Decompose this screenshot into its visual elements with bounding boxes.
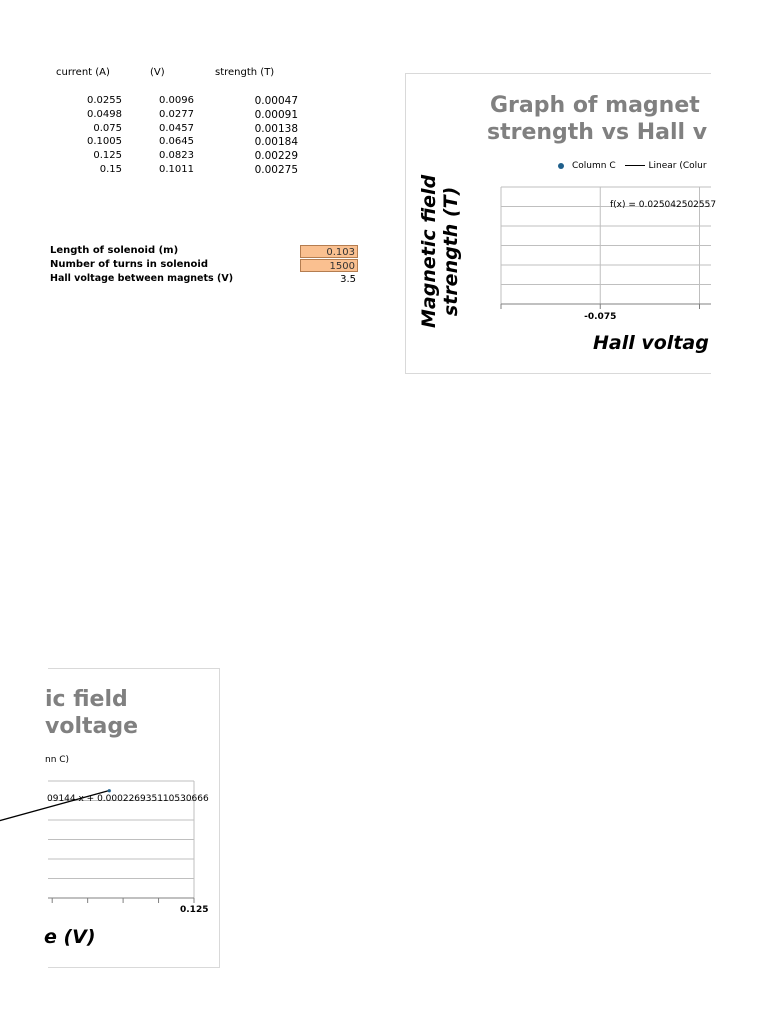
trendline-equation-continued: 09144 x + 0.000226935110530666 — [47, 794, 209, 804]
ylabel-line2: strength (T) — [440, 186, 462, 317]
header-current: current (A) — [56, 67, 110, 78]
table-cell-strength[interactable]: 0.00275 — [254, 164, 298, 176]
trendline-equation: f(x) = 0.025042502557 — [610, 200, 717, 210]
chart-panel-continued[interactable] — [44, 668, 220, 968]
chart-plot-svg-continued — [48, 669, 219, 967]
table-cell-voltage[interactable]: 0.0823 — [159, 150, 194, 162]
legend-label-column-c: Column C — [572, 161, 616, 171]
data-point — [108, 789, 111, 792]
table-cell-voltage[interactable]: 0.0645 — [159, 136, 194, 148]
x-tick-label-0-125: 0.125 — [180, 905, 209, 915]
table-cell-voltage[interactable]: 0.1011 — [159, 164, 194, 175]
legend-label-linear: Linear (Colur — [648, 161, 707, 171]
table-cell-voltage[interactable]: 0.0096 — [159, 95, 194, 106]
table-cell-current[interactable]: 0.0498 — [87, 108, 122, 120]
chart-legend-continued: nn C) — [45, 755, 70, 765]
table-cell-current[interactable]: 0.075 — [93, 122, 122, 134]
table-cell-strength[interactable]: 0.00184 — [254, 136, 298, 149]
table-cell-current[interactable]: 0.15 — [99, 164, 122, 175]
chart-title-line1: Graph of magnet — [490, 93, 700, 118]
param-value-length[interactable]: 0.103 — [300, 245, 358, 258]
header-strength: strength (T) — [215, 67, 275, 78]
table-cell-current[interactable]: 0.125 — [93, 150, 122, 162]
param-label-turns: Number of turns in solenoid — [50, 259, 208, 270]
chart-xlabel: Hall voltag — [593, 332, 709, 354]
param-label-length: Length of solenoid (m) — [50, 245, 179, 256]
chart-panel[interactable] — [405, 73, 717, 374]
param-value-turns[interactable]: 1500 — [300, 259, 358, 272]
table-cell-voltage[interactable]: 0.0277 — [159, 108, 194, 120]
table-cell-strength[interactable]: 0.00091 — [254, 108, 298, 121]
param-value-hall[interactable]: 3.5 — [340, 274, 356, 285]
table-cell-strength[interactable]: 0.00047 — [254, 95, 298, 107]
table-cell-current[interactable]: 0.1005 — [87, 136, 122, 148]
table-cell-current[interactable]: 0.0255 — [87, 95, 122, 106]
x-tick-label: -0.075 — [584, 312, 617, 322]
chart-title-cont-line2: voltage — [45, 714, 139, 739]
chart-xlabel-continued: e (V) — [44, 926, 96, 948]
param-label-hall: Hall voltage between magnets (V) — [50, 273, 234, 284]
chart-title-line2: strength vs Hall v — [487, 120, 708, 145]
chart-plot-svg — [406, 74, 711, 373]
header-voltage: (V) — [150, 67, 165, 78]
table-cell-voltage[interactable]: 0.0457 — [159, 122, 194, 134]
ylabel-line1: Magnetic field — [418, 174, 440, 328]
table-cell-strength[interactable]: 0.00138 — [254, 122, 298, 135]
chart-title-cont-line1: ic field — [45, 687, 128, 712]
table-cell-strength[interactable]: 0.00229 — [254, 150, 298, 163]
